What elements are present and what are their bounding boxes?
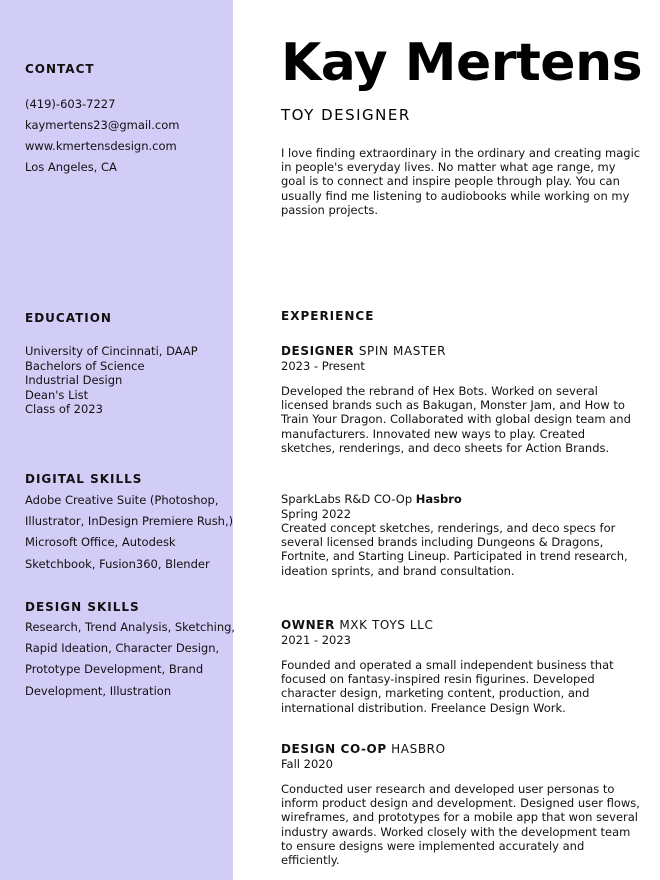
job-entry [281,492,641,578]
design-skills-line: Prototype Development, Brand [25,662,204,676]
education-details [25,344,225,417]
job-entry [281,742,641,867]
job-description: Created concept sketches, renderings, and deco specs for several licensed brands including Dungeons & Dragons, Fortnite, and Starting Lineup. Participated in trend research, ideation sprints, and brand consultation. [281,521,628,578]
job-title: DESIGN CO-OP [281,742,387,756]
job-description: Conducted user research and developed user personas to inform product design and development. Designed user flows, wireframes, and prototypes for a mobile app that won several industry awards. Worked closely with the development team to ensure designs were implemented accurately and efficiently. [281,782,640,868]
digital-skills-heading: DIGITAL SKILLS [25,472,143,486]
sidebar [0,0,236,880]
education-line: Industrial Design [25,373,123,387]
job-date: 2023 - Present [281,359,365,373]
contact-location: Los Angeles, CA [25,160,117,174]
job-title-line [281,742,641,756]
job-role: TOY DESIGNER [281,106,411,124]
education-heading: EDUCATION [25,311,112,325]
job-title: SparkLabs R&D CO-Op [281,492,413,506]
education-line: University of Cincinnati, DAAP [25,344,198,358]
candidate-name: Kay Mertens [281,33,643,93]
digital-skills-line: Adobe Creative Suite (Photoshop, [25,493,219,507]
contact-email[interactable]: kaymertens23@gmail.com [25,118,180,132]
education-line: Bachelors of Science [25,358,145,373]
contact-phone[interactable]: (419)-603-7227 [25,97,116,111]
job-description: Developed the rebrand of Hex Bots. Worked on several licensed brands such as Bakugan, Monster Jam, and How to Train Your Dragon. Collaborated with global design team and manufacturers. Innovated new ways to play. Created sketches, renderings, and deco sheets for Action Brands. [281,384,631,455]
digital-skills-line: Sketchbook, Fusion360, Blender [25,557,210,571]
summary: I love finding extraordinary in the ordinary and creating magic in people's everyday lives. No matter what age range, my goal is to connect and inspire people through play. You can usually find me listening to audiobooks while working on my passion projects. [281,146,641,217]
job-company: Hasbro [415,492,462,506]
digital-skills-line: Illustrator, InDesign Premiere Rush,) [25,514,234,528]
experience-heading: EXPERIENCE [281,309,375,323]
design-skills-line: Rapid Ideation, Character Design, [25,641,220,655]
job-entry [281,618,641,715]
job-description: Founded and operated a small independent business that focused on fantasy-inspired resin figurines. Developed character design, marketing content, production, and international distribution. Freelance Design Work. [281,658,614,715]
job-title-line [281,344,641,358]
job-title-line [281,492,641,506]
job-company: HASBRO [391,742,446,756]
education-line: Class of 2023 [25,402,103,416]
job-company: SPIN MASTER [358,344,447,358]
job-company: MXK TOYS LLC [339,618,434,632]
job-date: Spring 2022 [281,507,352,521]
job-date: 2021 - 2023 [281,633,351,647]
job-date: Fall 2020 [281,757,333,771]
contact-website[interactable]: www.kmertensdesign.com [25,139,177,153]
education-line: Dean's List [25,387,89,402]
design-skills-line: Development, Illustration [25,684,172,698]
digital-skills-line: Microsoft Office, Autodesk [25,535,176,549]
job-title-line [281,618,641,632]
design-skills-line: Research, Trend Analysis, Sketching, [25,620,236,634]
design-skills-heading: DESIGN SKILLS [25,600,140,614]
job-title: DESIGNER [281,344,355,358]
job-title: OWNER [281,618,335,632]
contact-heading: CONTACT [25,62,95,76]
job-entry [281,344,641,455]
